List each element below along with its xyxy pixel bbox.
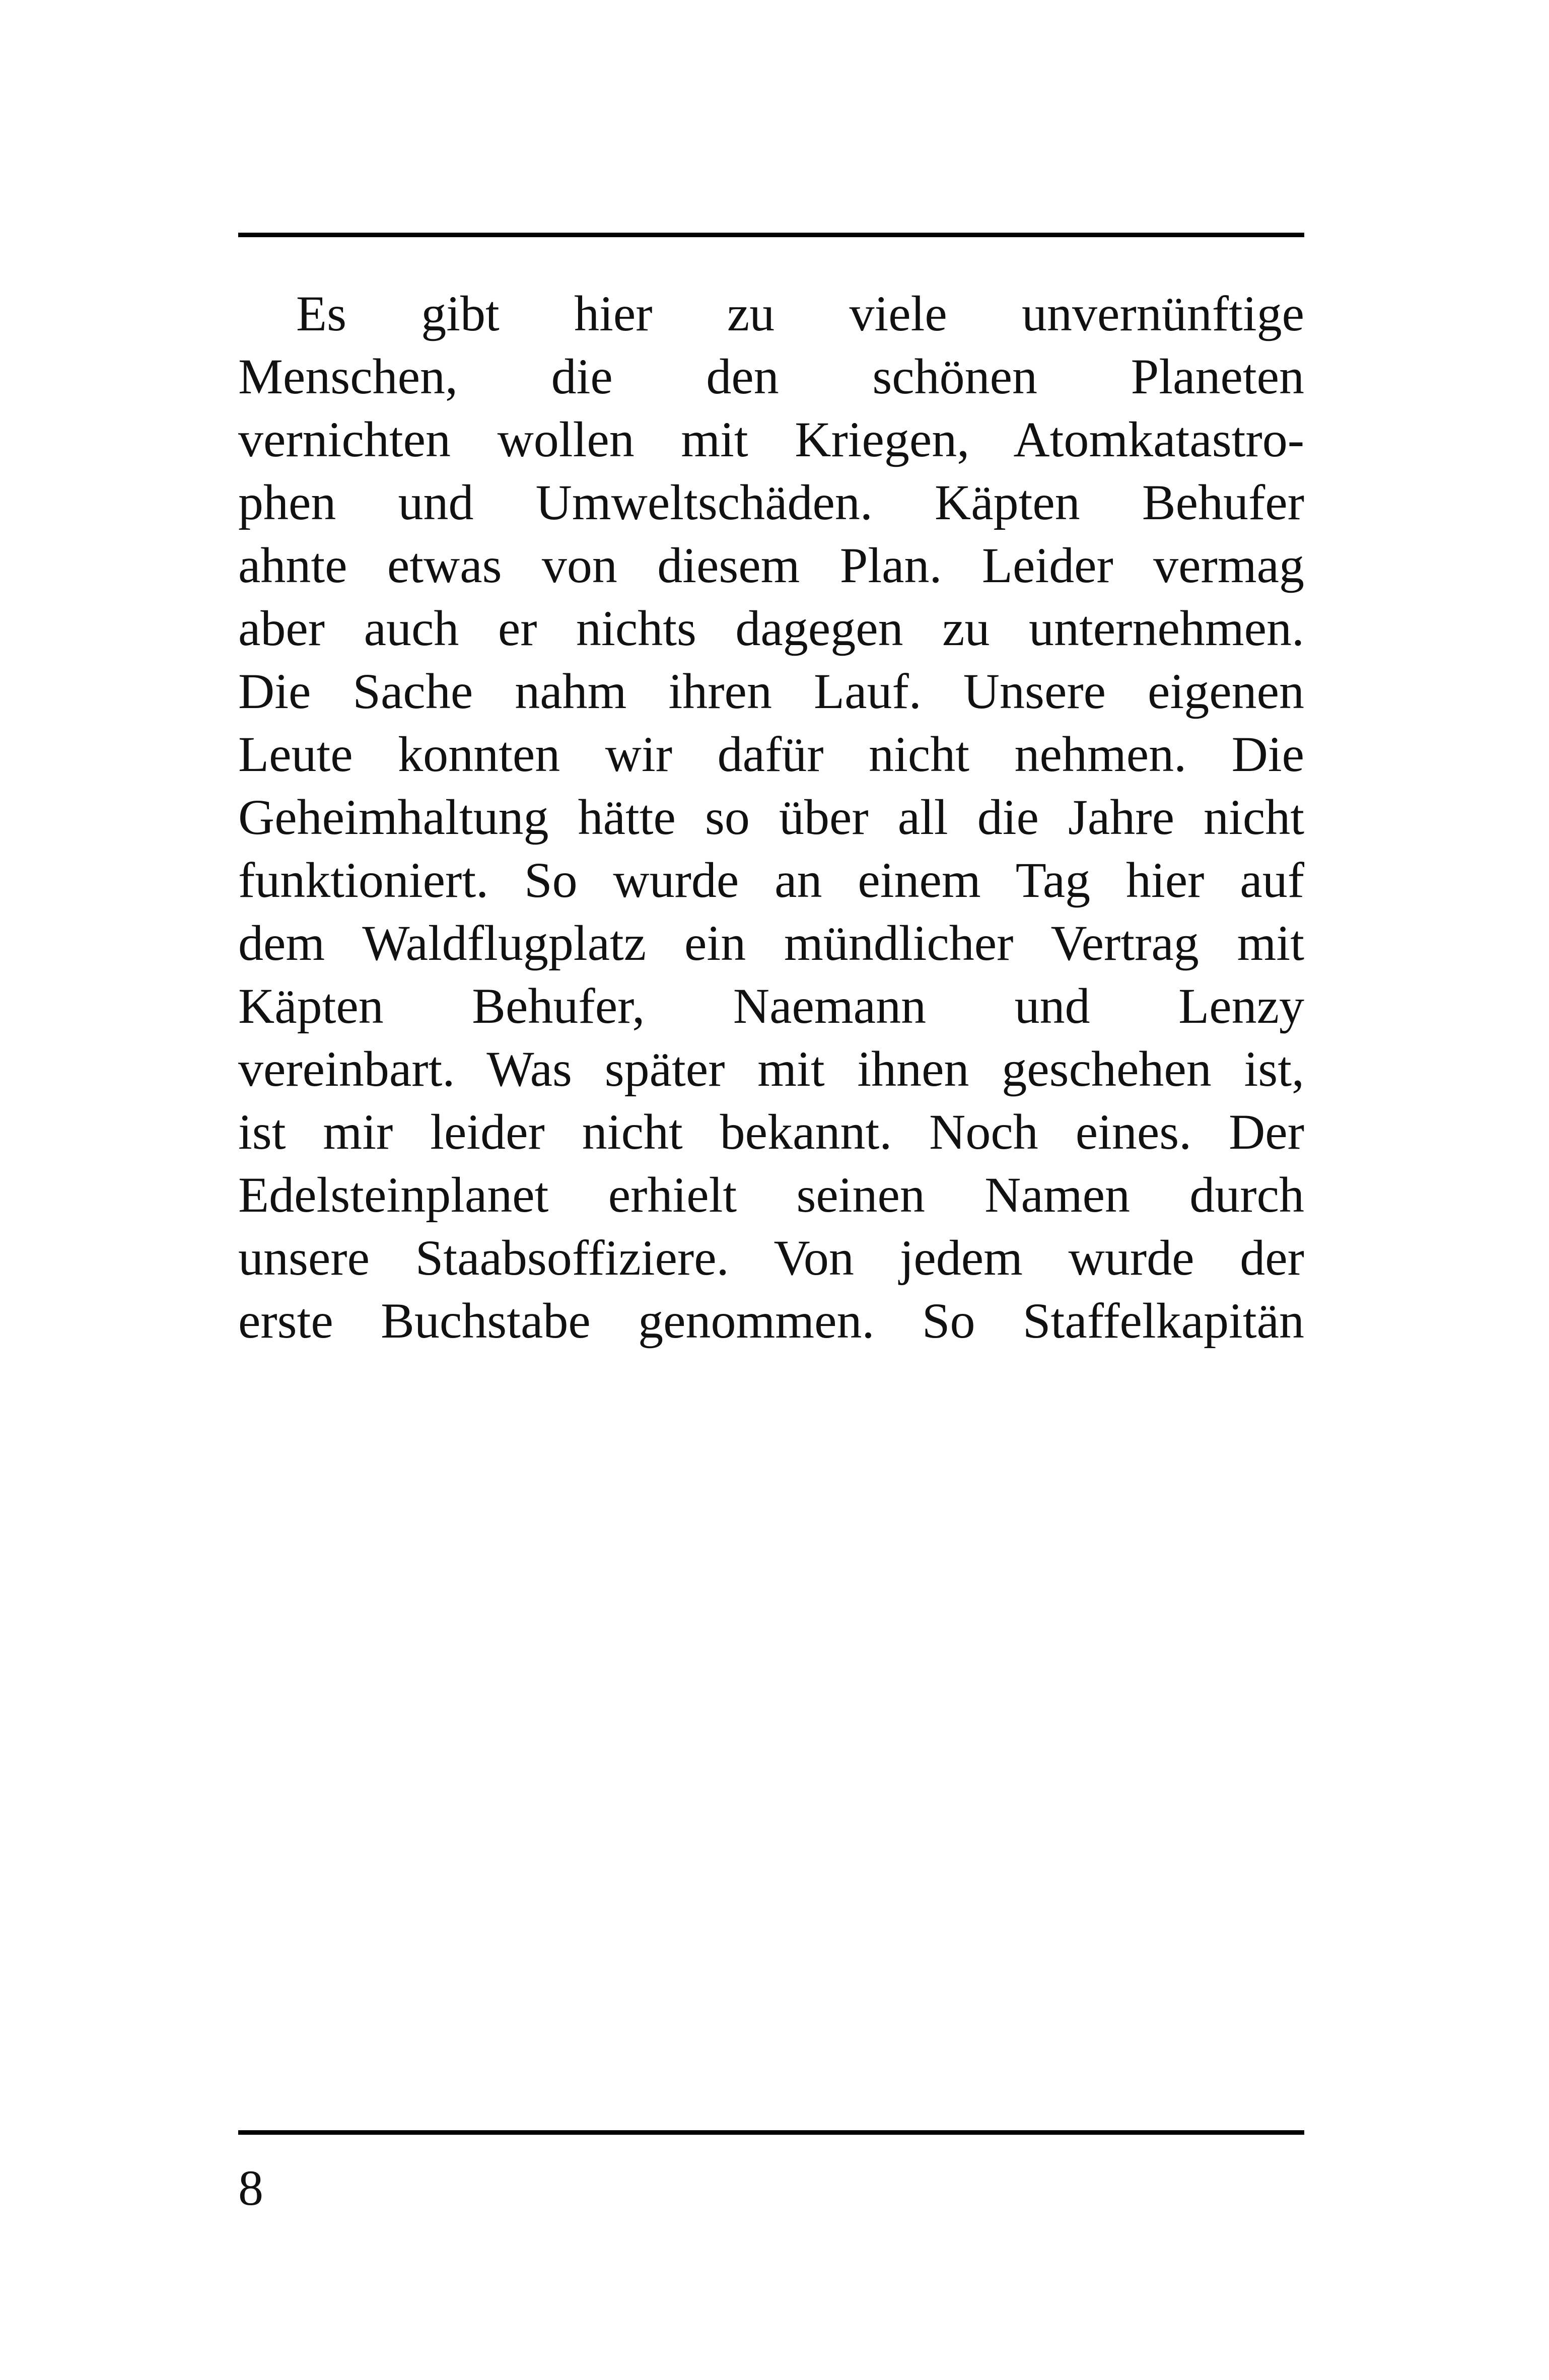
text-line: unsere Staabsoffiziere. Von jedem wurde der bbox=[238, 1230, 1304, 1286]
text-line: Es gibt hier zu viele unvernünftige bbox=[296, 286, 1304, 341]
text-line: erste Buchstabe genommen. So Staffelkapitän bbox=[238, 1293, 1304, 1349]
text-line: aber auch er nichts dagegen zu unternehmen. bbox=[238, 600, 1304, 656]
text-line: ahnte etwas von diesem Plan. Leider vermag bbox=[238, 537, 1304, 593]
text-line: Leute konnten wir dafür nicht nehmen. Die bbox=[238, 726, 1304, 782]
text-line: Edelsteinplanet erhielt seinen Namen durch bbox=[238, 1167, 1304, 1223]
text-line: phen und Umweltschäden. Käpten Behufer bbox=[238, 474, 1304, 530]
text-line: Käpten Behufer, Naemann und Lenzy bbox=[238, 978, 1304, 1034]
text-line: Menschen, die den schönen Planeten bbox=[238, 348, 1304, 404]
header-rule bbox=[238, 233, 1304, 237]
text-line: vernichten wollen mit Kriegen, Atomkatastro- bbox=[238, 411, 1304, 467]
page-number: 8 bbox=[238, 2160, 263, 2216]
text-line: dem Waldflugplatz ein mündlicher Vertrag mit bbox=[238, 915, 1304, 971]
text-line: Die Sache nahm ihren Lauf. Unsere eigenen bbox=[238, 663, 1304, 719]
text-line: Geheimhaltung hätte so über all die Jahre nicht bbox=[238, 789, 1304, 845]
body-text bbox=[238, 282, 1304, 1352]
footer-rule bbox=[238, 2130, 1304, 2135]
text-line: ist mir leider nicht bekannt. Noch eines. Der bbox=[238, 1104, 1304, 1160]
text-line: funktioniert. So wurde an einem Tag hier auf bbox=[238, 852, 1304, 908]
text-line: vereinbart. Was später mit ihnen geschehen ist, bbox=[238, 1041, 1304, 1097]
